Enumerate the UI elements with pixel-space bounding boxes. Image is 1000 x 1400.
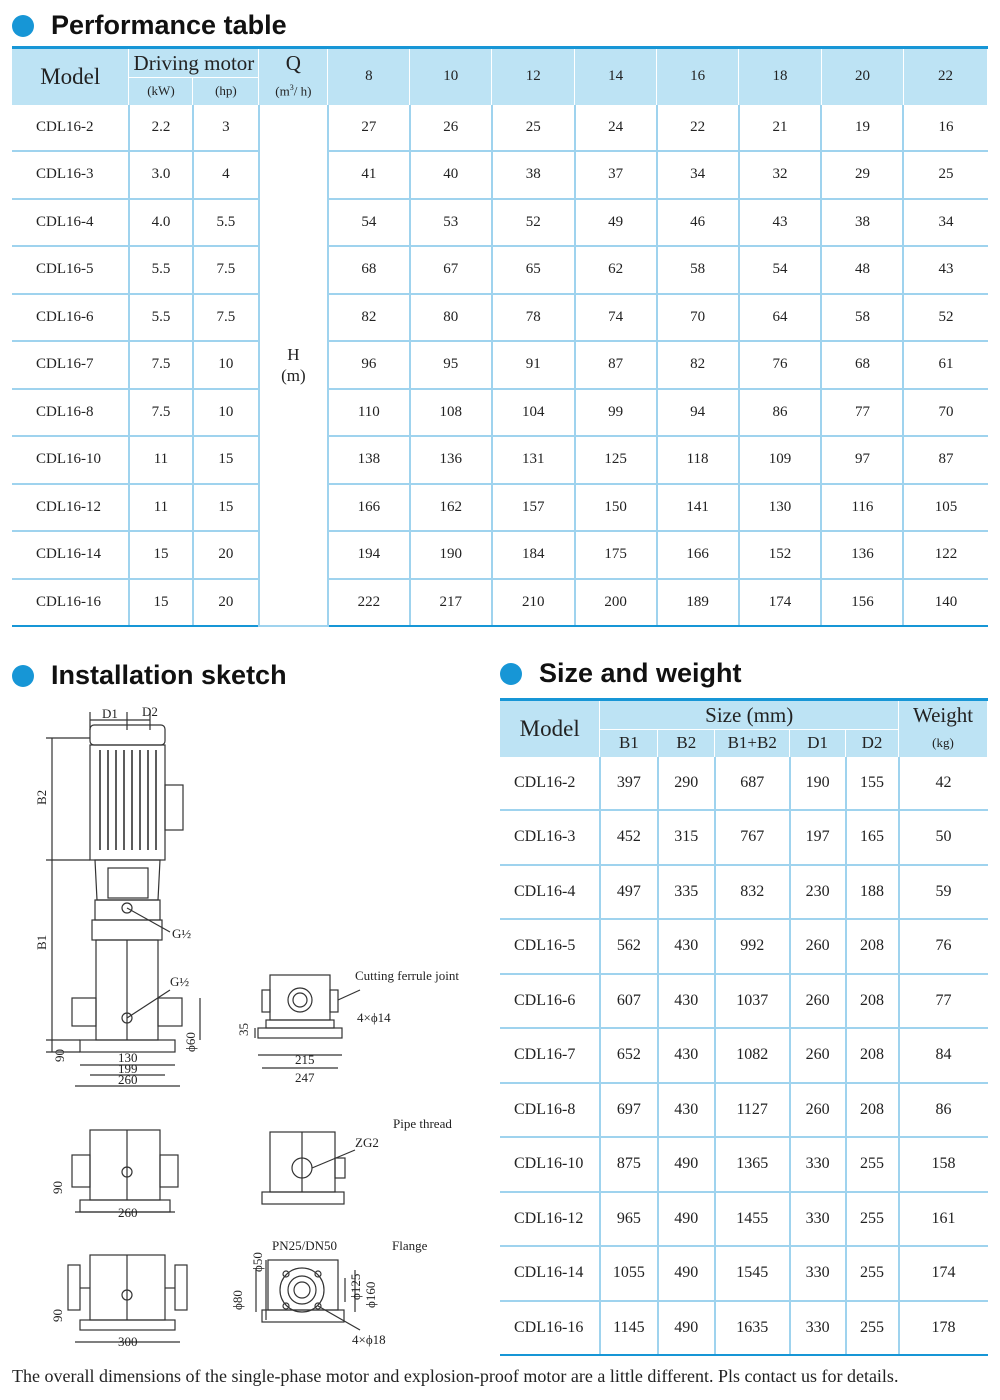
hp-cell: 20	[193, 579, 259, 627]
size-value-cell: 430	[658, 1083, 715, 1138]
size-value-cell: 230	[790, 865, 846, 920]
head-value-cell: 166	[328, 484, 410, 532]
size-value-cell: 330	[790, 1246, 846, 1301]
motor-bracket	[95, 860, 160, 900]
label-phi80: ϕ80	[230, 1290, 245, 1310]
size-model-header: Model	[500, 700, 600, 757]
head-value-cell: 53	[410, 199, 492, 247]
table-row	[12, 246, 988, 294]
hp-cell: 10	[193, 389, 259, 437]
label-b1: B1	[34, 934, 49, 950]
performance-title-text: Performance table	[51, 10, 287, 40]
q-unit-header	[259, 78, 328, 105]
head-value-cell: 27	[328, 105, 410, 152]
head-value-cell: 38	[821, 199, 903, 247]
model-cell: CDL16-12	[12, 484, 129, 532]
label-phi125: ϕ125	[348, 1273, 363, 1300]
weight-header: Weight	[899, 700, 988, 730]
size-value-cell: 260	[790, 974, 846, 1029]
size-value-cell: 1082	[715, 1028, 790, 1083]
motor-fins	[100, 750, 156, 850]
size-value-cell: 1545	[715, 1246, 790, 1301]
size-mm-header: Size (mm)	[600, 700, 899, 730]
size-value-cell: 155	[846, 757, 899, 811]
table-row	[12, 484, 988, 532]
kw-cell: 4.0	[129, 199, 193, 247]
bullet-dot-icon	[500, 663, 522, 685]
head-value-cell: 86	[739, 389, 822, 437]
label-cutting: Cutting ferrule joint	[355, 968, 459, 983]
perf-motor-header: Driving motor	[129, 48, 259, 78]
head-value-cell: 76	[739, 341, 822, 389]
head-value-cell: 67	[410, 246, 492, 294]
kw-cell: 11	[129, 436, 193, 484]
size-value-cell: 260	[790, 1083, 846, 1138]
head-value-cell: 156	[821, 579, 903, 627]
size-col-header: B1	[600, 730, 658, 757]
kw-cell: 5.5	[129, 246, 193, 294]
size-value-cell: 255	[846, 1192, 899, 1247]
size-value-cell: 208	[846, 1028, 899, 1083]
hp-cell: 15	[193, 484, 259, 532]
head-value-cell: 108	[410, 389, 492, 437]
table-row	[500, 1028, 988, 1083]
head-value-cell: 217	[410, 579, 492, 627]
perf-q-header: Q	[259, 48, 328, 78]
size-value-cell: 330	[790, 1192, 846, 1247]
label-130: 130	[118, 1050, 138, 1065]
head-value-cell: 52	[903, 294, 987, 342]
size-value-cell: 490	[658, 1246, 715, 1301]
flow-header: 22	[903, 48, 987, 105]
model-cell: CDL16-16	[12, 579, 129, 627]
head-value-cell: 200	[575, 579, 657, 627]
installation-title-text: Installation sketch	[51, 660, 287, 690]
kw-cell: 11	[129, 484, 193, 532]
model-cell: CDL16-2	[12, 105, 129, 152]
model-cell: CDL16-3	[12, 151, 129, 199]
table-row	[12, 531, 988, 579]
q-unit-b: / h)	[293, 83, 312, 99]
head-value-cell: 210	[492, 579, 575, 627]
weight-cell: 178	[899, 1301, 988, 1356]
table-row	[500, 865, 988, 920]
label-d2: D2	[142, 704, 158, 719]
head-value-cell: 95	[410, 341, 492, 389]
size-value-cell: 165	[846, 810, 899, 865]
size-value-cell: 1365	[715, 1137, 790, 1192]
kw-cell: 3.0	[129, 151, 193, 199]
size-value-cell: 1145	[600, 1301, 658, 1356]
size-value-cell: 260	[790, 1028, 846, 1083]
head-value-cell: 58	[821, 294, 903, 342]
hp-cell: 3	[193, 105, 259, 152]
head-value-cell: 77	[821, 389, 903, 437]
model-cell: CDL16-4	[12, 199, 129, 247]
size-value-cell: 315	[658, 810, 715, 865]
head-value-cell: 16	[903, 105, 987, 152]
weight-cell: 76	[899, 919, 988, 974]
label-90b: 90	[50, 1181, 65, 1194]
model-cell: CDL16-10	[12, 436, 129, 484]
head-value-cell: 43	[903, 246, 987, 294]
flow-header: 16	[657, 48, 739, 105]
head-value-cell: 130	[739, 484, 822, 532]
size-value-cell: 562	[600, 919, 658, 974]
hp-header: (hp)	[193, 78, 259, 105]
weight-cell: 50	[899, 810, 988, 865]
model-cell: CDL16-2	[500, 757, 600, 811]
size-value-cell: 490	[658, 1192, 715, 1247]
head-value-cell: 38	[492, 151, 575, 199]
size-value-cell: 255	[846, 1246, 899, 1301]
label-phi60: ϕ60	[183, 1032, 198, 1052]
head-value-cell: 70	[657, 294, 739, 342]
size-value-cell: 1055	[600, 1246, 658, 1301]
head-value-cell: 22	[657, 105, 739, 152]
head-value-cell: 82	[328, 294, 410, 342]
table-row	[12, 199, 988, 247]
weight-unit-header: (kg)	[899, 730, 988, 757]
performance-table	[12, 46, 988, 627]
weight-cell: 59	[899, 865, 988, 920]
head-value-cell: 74	[575, 294, 657, 342]
label-b2: B2	[34, 789, 49, 805]
flow-header: 10	[410, 48, 492, 105]
size-value-cell: 208	[846, 974, 899, 1029]
size-value-cell: 430	[658, 1028, 715, 1083]
head-value-cell: 194	[328, 531, 410, 579]
model-cell: CDL16-8	[12, 389, 129, 437]
performance-title	[12, 10, 287, 41]
head-value-cell: 105	[903, 484, 987, 532]
head-value-cell: 136	[410, 436, 492, 484]
head-value-cell: 46	[657, 199, 739, 247]
head-value-cell: 64	[739, 294, 822, 342]
size-value-cell: 255	[846, 1301, 899, 1356]
kw-cell: 15	[129, 531, 193, 579]
label-g-top: G½	[172, 926, 192, 941]
model-cell: CDL16-16	[500, 1301, 600, 1356]
head-value-cell: 116	[821, 484, 903, 532]
bullet-dot-icon	[12, 665, 34, 687]
head-value-cell: 43	[739, 199, 822, 247]
head-value-cell: 61	[903, 341, 987, 389]
flow-header: 12	[492, 48, 575, 105]
head-value-cell: 80	[410, 294, 492, 342]
head-value-cell: 68	[821, 341, 903, 389]
table-row	[500, 919, 988, 974]
flow-header: 18	[739, 48, 822, 105]
size-value-cell: 607	[600, 974, 658, 1029]
head-value-cell: 87	[575, 341, 657, 389]
head-value-cell: 222	[328, 579, 410, 627]
size-value-cell: 965	[600, 1192, 658, 1247]
table-row	[12, 294, 988, 342]
head-label-cell	[259, 105, 328, 627]
head-value-cell: 58	[657, 246, 739, 294]
label-d1: D1	[102, 706, 118, 721]
pump-view-2	[90, 1130, 160, 1200]
model-cell: CDL16-10	[500, 1137, 600, 1192]
label-90c: 90	[50, 1309, 65, 1322]
model-cell: CDL16-5	[12, 246, 129, 294]
size-value-cell: 1635	[715, 1301, 790, 1356]
head-value-cell: 136	[821, 531, 903, 579]
size-col-header: B1+B2	[715, 730, 790, 757]
head-value-cell: 29	[821, 151, 903, 199]
motor-body	[90, 745, 165, 860]
head-value-cell: 157	[492, 484, 575, 532]
table-row	[500, 974, 988, 1029]
kw-cell: 15	[129, 579, 193, 627]
label-flange: Flange	[392, 1238, 428, 1253]
size-value-cell: 290	[658, 757, 715, 811]
label-247: 247	[295, 1070, 315, 1085]
q-unit-sup: 3	[289, 82, 294, 92]
model-cell: CDL16-3	[500, 810, 600, 865]
kw-cell: 7.5	[129, 389, 193, 437]
head-value-cell: 25	[903, 151, 987, 199]
size-value-cell: 430	[658, 919, 715, 974]
installation-sketch	[30, 700, 480, 1360]
q-unit-a: (m	[275, 83, 290, 99]
hp-cell: 7.5	[193, 246, 259, 294]
size-value-cell: 188	[846, 865, 899, 920]
head-value-cell: 141	[657, 484, 739, 532]
head-value-cell: 65	[492, 246, 575, 294]
kw-header: (kW)	[129, 78, 193, 105]
table-row	[500, 1301, 988, 1356]
head-value-cell: 96	[328, 341, 410, 389]
size-value-cell: 497	[600, 865, 658, 920]
head-value-cell: 70	[903, 389, 987, 437]
head-value-cell: 118	[657, 436, 739, 484]
size-weight-table	[500, 698, 988, 1356]
table-row	[12, 436, 988, 484]
model-cell: CDL16-6	[500, 974, 600, 1029]
head-value-cell: 122	[903, 531, 987, 579]
head-value-cell: 40	[410, 151, 492, 199]
head-value-cell: 140	[903, 579, 987, 627]
size-value-cell: 330	[790, 1137, 846, 1192]
kw-cell: 7.5	[129, 341, 193, 389]
size-value-cell: 255	[846, 1137, 899, 1192]
head-value-cell: 190	[410, 531, 492, 579]
head-value-cell: 82	[657, 341, 739, 389]
hp-cell: 20	[193, 531, 259, 579]
head-value-cell: 32	[739, 151, 822, 199]
h-label: H	[287, 344, 300, 364]
head-value-cell: 54	[328, 199, 410, 247]
weight-cell: 77	[899, 974, 988, 1029]
table-row	[12, 341, 988, 389]
model-cell: CDL16-14	[12, 531, 129, 579]
size-value-cell: 208	[846, 919, 899, 974]
label-pn: PN25/DN50	[272, 1238, 338, 1253]
hp-cell: 15	[193, 436, 259, 484]
head-value-cell: 48	[821, 246, 903, 294]
model-cell: CDL16-7	[12, 341, 129, 389]
head-value-cell: 162	[410, 484, 492, 532]
head-value-cell: 25	[492, 105, 575, 152]
size-value-cell: 490	[658, 1301, 715, 1356]
model-cell: CDL16-14	[500, 1246, 600, 1301]
head-value-cell: 125	[575, 436, 657, 484]
head-value-cell: 174	[739, 579, 822, 627]
size-value-cell: 197	[790, 810, 846, 865]
table-row	[12, 105, 988, 152]
head-value-cell: 94	[657, 389, 739, 437]
ferrule-body	[270, 975, 330, 1020]
size-weight-title-text: Size and weight	[539, 658, 742, 688]
size-value-cell: 430	[658, 974, 715, 1029]
size-col-header: B2	[658, 730, 715, 757]
model-cell: CDL16-4	[500, 865, 600, 920]
weight-cell: 84	[899, 1028, 988, 1083]
head-value-cell: 49	[575, 199, 657, 247]
footer-note: The overall dimensions of the single-phase motor and explosion-proof motor are a little different. Pls contact us for details.	[12, 1366, 899, 1386]
label-zg2: ZG2	[355, 1135, 379, 1150]
size-value-cell: 397	[600, 757, 658, 811]
size-col-header: D2	[846, 730, 899, 757]
label-90: 90	[52, 1049, 67, 1062]
head-value-cell: 19	[821, 105, 903, 152]
size-value-cell: 208	[846, 1083, 899, 1138]
size-weight-title	[500, 658, 742, 689]
table-row	[500, 1246, 988, 1301]
h-unit: (m)	[281, 365, 306, 385]
model-cell: CDL16-12	[500, 1192, 600, 1247]
weight-cell: 158	[899, 1137, 988, 1192]
size-value-cell: 260	[790, 919, 846, 974]
size-value-cell: 490	[658, 1137, 715, 1192]
head-value-cell: 99	[575, 389, 657, 437]
head-value-cell: 138	[328, 436, 410, 484]
weight-cell: 86	[899, 1083, 988, 1138]
head-value-cell: 104	[492, 389, 575, 437]
head-value-cell: 97	[821, 436, 903, 484]
head-value-cell: 184	[492, 531, 575, 579]
head-value-cell: 150	[575, 484, 657, 532]
head-value-cell: 87	[903, 436, 987, 484]
label-g-bottom: G½	[170, 974, 190, 989]
flow-header: 20	[821, 48, 903, 105]
head-value-cell: 189	[657, 579, 739, 627]
hp-cell: 4	[193, 151, 259, 199]
weight-cell: 161	[899, 1192, 988, 1247]
table-row	[500, 1083, 988, 1138]
model-cell: CDL16-5	[500, 919, 600, 974]
weight-cell: 174	[899, 1246, 988, 1301]
head-value-cell: 34	[903, 199, 987, 247]
label-215: 215	[295, 1052, 315, 1067]
head-value-cell: 37	[575, 151, 657, 199]
label-260b: 260	[118, 1205, 138, 1220]
weight-cell: 42	[899, 757, 988, 811]
model-cell: CDL16-8	[500, 1083, 600, 1138]
size-col-header: D1	[790, 730, 846, 757]
label-phi50: ϕ50	[250, 1252, 265, 1272]
head-value-cell: 34	[657, 151, 739, 199]
label-phi160: ϕ160	[363, 1281, 378, 1308]
table-row	[500, 1192, 988, 1247]
head-value-cell: 175	[575, 531, 657, 579]
head-value-cell: 166	[657, 531, 739, 579]
hp-cell: 5.5	[193, 199, 259, 247]
label-bolt18: 4×ϕ18	[352, 1332, 386, 1347]
table-row	[12, 579, 988, 627]
head-value-cell: 62	[575, 246, 657, 294]
label-35: 35	[236, 1023, 251, 1036]
head-value-cell: 152	[739, 531, 822, 579]
size-value-cell: 697	[600, 1083, 658, 1138]
model-cell: CDL16-6	[12, 294, 129, 342]
flow-header: 8	[328, 48, 410, 105]
head-value-cell: 110	[328, 389, 410, 437]
hp-cell: 7.5	[193, 294, 259, 342]
head-value-cell: 91	[492, 341, 575, 389]
head-value-cell: 52	[492, 199, 575, 247]
perf-model-header: Model	[12, 48, 129, 105]
label-bolt14: 4×ϕ14	[357, 1010, 391, 1025]
installation-title	[12, 660, 287, 691]
size-value-cell: 1037	[715, 974, 790, 1029]
head-value-cell: 24	[575, 105, 657, 152]
head-value-cell: 54	[739, 246, 822, 294]
size-value-cell: 335	[658, 865, 715, 920]
label-pipe-thread: Pipe thread	[393, 1116, 452, 1131]
kw-cell: 2.2	[129, 105, 193, 152]
label-260: 260	[118, 1072, 138, 1087]
size-value-cell: 767	[715, 810, 790, 865]
table-row	[500, 810, 988, 865]
flow-header: 14	[575, 48, 657, 105]
head-value-cell: 109	[739, 436, 822, 484]
hp-cell: 10	[193, 341, 259, 389]
table-row	[12, 389, 988, 437]
model-cell: CDL16-7	[500, 1028, 600, 1083]
head-value-cell: 41	[328, 151, 410, 199]
size-value-cell: 452	[600, 810, 658, 865]
head-value-cell: 68	[328, 246, 410, 294]
terminal-box	[165, 785, 183, 830]
size-value-cell: 330	[790, 1301, 846, 1356]
head-value-cell: 78	[492, 294, 575, 342]
label-300: 300	[118, 1334, 138, 1349]
size-value-cell: 875	[600, 1137, 658, 1192]
head-value-cell: 26	[410, 105, 492, 152]
table-row	[500, 757, 988, 811]
size-value-cell: 687	[715, 757, 790, 811]
size-value-cell: 190	[790, 757, 846, 811]
size-value-cell: 1127	[715, 1083, 790, 1138]
size-value-cell: 652	[600, 1028, 658, 1083]
table-row	[12, 151, 988, 199]
size-value-cell: 1455	[715, 1192, 790, 1247]
head-value-cell: 21	[739, 105, 822, 152]
label-199: 199	[118, 1061, 138, 1076]
bullet-dot-icon	[12, 15, 34, 37]
table-row	[500, 1137, 988, 1192]
head-value-cell: 131	[492, 436, 575, 484]
kw-cell: 5.5	[129, 294, 193, 342]
size-value-cell: 992	[715, 919, 790, 974]
size-value-cell: 832	[715, 865, 790, 920]
